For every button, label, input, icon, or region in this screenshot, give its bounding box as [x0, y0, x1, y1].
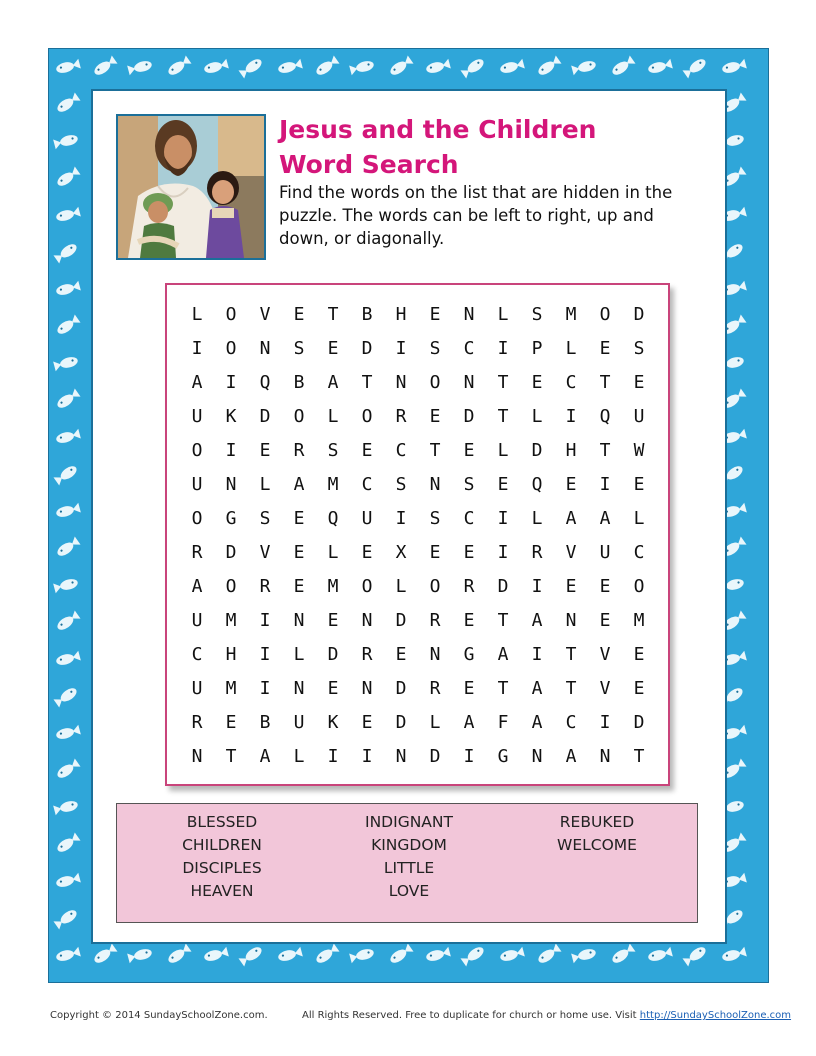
- grid-letter: L: [191, 304, 203, 325]
- grid-letter: E: [599, 610, 611, 631]
- grid-letter: N: [225, 474, 237, 495]
- grid-letter: D: [361, 338, 373, 359]
- grid-letter: A: [191, 372, 203, 393]
- grid-letter: U: [191, 406, 203, 427]
- grid-letter: I: [225, 372, 237, 393]
- fish-icon: [388, 55, 413, 77]
- grid-letter: L: [531, 508, 543, 529]
- page-title: [279, 112, 699, 182]
- grid-letter: E: [565, 474, 577, 495]
- grid-letter: U: [293, 712, 305, 733]
- grid-letter: A: [259, 746, 271, 767]
- grid-letter: H: [395, 304, 407, 325]
- grid-letter: I: [259, 610, 271, 631]
- grid-letter: T: [565, 678, 577, 699]
- fish-icon: [536, 943, 561, 965]
- fish-icon: [53, 242, 78, 264]
- grid-letter: D: [531, 440, 543, 461]
- grid-letter: E: [361, 440, 373, 461]
- fish-icon: [53, 464, 78, 486]
- grid-letter: R: [361, 644, 373, 665]
- grid-letter: C: [633, 542, 645, 563]
- grid-letter: V: [259, 304, 271, 325]
- grid-letter: E: [361, 712, 373, 733]
- word-list-item: HEAVEN: [190, 882, 254, 900]
- title-line-2: Word Search: [279, 150, 459, 179]
- grid-letter: B: [293, 372, 305, 393]
- grid-letter: D: [633, 712, 645, 733]
- fish-icon: [349, 947, 375, 963]
- word-list-item: REBUKED: [559, 813, 635, 831]
- grid-letter: O: [633, 576, 645, 597]
- grid-letter: M: [225, 610, 237, 631]
- grid-letter: L: [293, 644, 305, 665]
- fish-icon: [425, 59, 451, 75]
- fish-icon: [238, 945, 263, 967]
- grid-letter: U: [191, 678, 203, 699]
- grid-letter: E: [497, 474, 509, 495]
- grid-letter: U: [191, 610, 203, 631]
- grid-letter: I: [463, 746, 475, 767]
- grid-letter: E: [293, 508, 305, 529]
- grid-letter: S: [633, 338, 645, 359]
- fish-icon: [388, 943, 413, 965]
- grid-letter: E: [429, 304, 441, 325]
- grid-letter: N: [531, 746, 543, 767]
- grid-letter: L: [497, 304, 509, 325]
- grid-letter: M: [633, 610, 645, 631]
- grid-letter: E: [463, 542, 475, 563]
- grid-letter: O: [429, 372, 441, 393]
- fish-icon: [203, 59, 229, 75]
- word-list-item: LITTLE: [383, 859, 435, 877]
- grid-letter: D: [395, 610, 407, 631]
- fish-icon: [682, 57, 707, 79]
- grid-letter: C: [463, 338, 475, 359]
- grid-letter: R: [191, 712, 203, 733]
- word-list-item: BLESSED: [186, 813, 258, 831]
- grid-letter: E: [599, 576, 611, 597]
- grid-letter: I: [497, 508, 509, 529]
- grid-letter: T: [497, 678, 509, 699]
- grid-letter: B: [259, 712, 271, 733]
- grid-letter: O: [361, 576, 373, 597]
- fish-icon: [460, 945, 485, 967]
- grid-letter: U: [599, 542, 611, 563]
- grid-letter: I: [395, 338, 407, 359]
- grid-letter: O: [191, 508, 203, 529]
- grid-letter: S: [531, 304, 543, 325]
- instructions-text: Find the words on the list that are hidden in the puzzle. The words can be left to right, up and down, or diagonally.: [279, 183, 673, 248]
- grid-letter: G: [225, 508, 237, 529]
- fish-icon: [682, 945, 707, 967]
- grid-letter: I: [225, 440, 237, 461]
- fish-icon: [536, 55, 561, 77]
- grid-letter: I: [361, 746, 373, 767]
- fish-icon: [721, 59, 747, 75]
- grid-letter: E: [395, 644, 407, 665]
- grid-letter: R: [531, 542, 543, 563]
- grid-letter: T: [225, 746, 237, 767]
- grid-letter: T: [429, 440, 441, 461]
- grid-letter: L: [327, 406, 339, 427]
- grid-letter: E: [429, 406, 441, 427]
- word-search-grid: [180, 298, 656, 774]
- word-list-column-1: [122, 811, 322, 903]
- grid-letter: O: [225, 576, 237, 597]
- grid-letter: T: [633, 746, 645, 767]
- grid-letter: O: [429, 576, 441, 597]
- fish-icon: [53, 577, 79, 593]
- fish-icon: [499, 947, 525, 963]
- fish-icon: [55, 758, 80, 780]
- grid-letter: T: [599, 372, 611, 393]
- fish-icon: [238, 57, 263, 79]
- grid-letter: S: [463, 474, 475, 495]
- grid-letter: O: [599, 304, 611, 325]
- fish-icon: [127, 59, 153, 75]
- grid-letter: N: [293, 610, 305, 631]
- fish-icon: [166, 55, 191, 77]
- footer-copyright: Copyright © 2014 SundaySchoolZone.com.: [50, 1010, 268, 1021]
- grid-letter: T: [497, 406, 509, 427]
- grid-letter: E: [633, 372, 645, 393]
- fish-icon: [55, 388, 80, 410]
- fish-icon: [166, 943, 191, 965]
- grid-letter: N: [395, 746, 407, 767]
- fish-icon: [55, 725, 81, 741]
- grid-letter: L: [565, 338, 577, 359]
- fish-icon: [277, 59, 303, 75]
- fish-icon: [55, 503, 81, 519]
- fish-icon: [53, 355, 79, 371]
- grid-letter: E: [327, 610, 339, 631]
- fish-icon: [349, 59, 375, 75]
- grid-letter: D: [429, 746, 441, 767]
- fish-icon: [314, 55, 339, 77]
- grid-letter: M: [225, 678, 237, 699]
- grid-letter: S: [395, 474, 407, 495]
- grid-letter: E: [293, 304, 305, 325]
- grid-letter: M: [327, 474, 339, 495]
- fish-icon: [53, 686, 78, 708]
- grid-letter: N: [259, 338, 271, 359]
- fish-icon: [55, 59, 81, 75]
- grid-letter: M: [565, 304, 577, 325]
- word-list-column-2: [309, 811, 509, 903]
- fish-icon: [53, 799, 79, 815]
- grid-letter: X: [395, 542, 407, 563]
- word-list-item: LOVE: [388, 882, 430, 900]
- grid-letter: F: [497, 712, 509, 733]
- fish-icon: [55, 832, 80, 854]
- fish-icon: [571, 947, 597, 963]
- grid-letter: N: [361, 678, 373, 699]
- grid-letter: T: [497, 610, 509, 631]
- fish-icon: [55, 281, 81, 297]
- fish-icon: [425, 947, 451, 963]
- grid-letter: C: [565, 372, 577, 393]
- grid-letter: L: [395, 576, 407, 597]
- grid-letter: S: [293, 338, 305, 359]
- grid-letter: I: [259, 678, 271, 699]
- grid-letter: Q: [599, 406, 611, 427]
- grid-letter: A: [463, 712, 475, 733]
- grid-letter: U: [633, 406, 645, 427]
- fish-icon: [460, 57, 485, 79]
- fish-icon: [610, 943, 635, 965]
- grid-letter: E: [463, 678, 475, 699]
- grid-letter: E: [429, 542, 441, 563]
- grid-letter: R: [395, 406, 407, 427]
- grid-letter: E: [259, 440, 271, 461]
- grid-letter: H: [565, 440, 577, 461]
- grid-letter: E: [293, 542, 305, 563]
- grid-letter: D: [327, 644, 339, 665]
- fish-icon: [647, 59, 673, 75]
- grid-letter: N: [599, 746, 611, 767]
- grid-letter: W: [633, 440, 645, 461]
- grid-letter: E: [361, 542, 373, 563]
- grid-letter: T: [361, 372, 373, 393]
- word-list-item: INDIGNANT: [365, 813, 453, 831]
- footer-rights-text: All Rights Reserved. Free to duplicate for church or home use. Visit: [302, 1010, 637, 1021]
- grid-letter: P: [531, 338, 543, 359]
- grid-letter: N: [429, 644, 441, 665]
- grid-letter: E: [633, 474, 645, 495]
- grid-letter: C: [191, 644, 203, 665]
- grid-letter: O: [191, 440, 203, 461]
- grid-letter: A: [531, 712, 543, 733]
- grid-letter: O: [293, 406, 305, 427]
- grid-letter: D: [259, 406, 271, 427]
- footer-rights: [302, 1010, 791, 1021]
- grid-letter: N: [395, 372, 407, 393]
- grid-letter: L: [429, 712, 441, 733]
- grid-letter: A: [531, 678, 543, 699]
- jesus-with-children-illustration: [116, 114, 266, 260]
- grid-letter: N: [463, 372, 475, 393]
- grid-letter: E: [565, 576, 577, 597]
- grid-letter: E: [293, 576, 305, 597]
- grid-letter: E: [633, 678, 645, 699]
- grid-letter: A: [599, 508, 611, 529]
- word-list-item: DISCIPLES: [182, 859, 262, 877]
- grid-letter: I: [327, 746, 339, 767]
- grid-letter: E: [327, 678, 339, 699]
- grid-letter: Q: [531, 474, 543, 495]
- grid-letter: A: [565, 508, 577, 529]
- grid-letter: G: [497, 746, 509, 767]
- grid-letter: L: [531, 406, 543, 427]
- grid-letter: C: [361, 474, 373, 495]
- grid-letter: A: [293, 474, 305, 495]
- word-list-box: [116, 803, 698, 923]
- grid-letter: D: [395, 678, 407, 699]
- grid-letter: R: [429, 610, 441, 631]
- grid-letter: D: [395, 712, 407, 733]
- word-list-item: CHILDREN: [182, 836, 262, 854]
- fish-icon: [55, 873, 81, 889]
- grid-letter: A: [497, 644, 509, 665]
- grid-letter: I: [531, 644, 543, 665]
- grid-letter: A: [191, 576, 203, 597]
- grid-letter: D: [633, 304, 645, 325]
- fish-icon: [203, 947, 229, 963]
- grid-letter: N: [429, 474, 441, 495]
- grid-letter: I: [599, 474, 611, 495]
- fish-icon: [610, 55, 635, 77]
- word-list-column-3: [497, 811, 697, 857]
- grid-letter: C: [565, 712, 577, 733]
- fish-icon: [55, 314, 80, 336]
- grid-letter: V: [599, 644, 611, 665]
- grid-letter: G: [463, 644, 475, 665]
- grid-letter: O: [225, 338, 237, 359]
- fish-icon: [55, 166, 80, 188]
- grid-letter: E: [225, 712, 237, 733]
- fish-icon: [55, 536, 80, 558]
- title-line-1: Jesus and the Children: [279, 115, 597, 144]
- footer-link[interactable]: http://SundaySchoolZone.com: [639, 1010, 792, 1021]
- grid-letter: Q: [327, 508, 339, 529]
- grid-letter: D: [497, 576, 509, 597]
- grid-letter: S: [259, 508, 271, 529]
- grid-letter: O: [361, 406, 373, 427]
- fish-icon: [53, 133, 79, 149]
- fish-icon: [92, 943, 117, 965]
- word-list-item: KINGDOM: [371, 836, 447, 854]
- grid-letter: C: [395, 440, 407, 461]
- grid-letter: E: [327, 338, 339, 359]
- grid-letter: L: [327, 542, 339, 563]
- grid-letter: I: [395, 508, 407, 529]
- grid-letter: A: [327, 372, 339, 393]
- fish-icon: [55, 947, 81, 963]
- grid-letter: A: [565, 746, 577, 767]
- fish-icon: [721, 947, 747, 963]
- grid-letter: D: [463, 406, 475, 427]
- fish-icon: [92, 55, 117, 77]
- grid-letter: O: [225, 304, 237, 325]
- grid-letter: N: [293, 678, 305, 699]
- grid-letter: R: [463, 576, 475, 597]
- grid-letter: L: [259, 474, 271, 495]
- fish-icon: [55, 651, 81, 667]
- grid-letter: E: [531, 372, 543, 393]
- grid-letter: S: [327, 440, 339, 461]
- grid-letter: L: [497, 440, 509, 461]
- grid-letter: V: [259, 542, 271, 563]
- fish-icon: [55, 207, 81, 223]
- grid-letter: N: [463, 304, 475, 325]
- grid-letter: I: [565, 406, 577, 427]
- grid-letter: T: [497, 372, 509, 393]
- grid-letter: S: [429, 338, 441, 359]
- grid-letter: H: [225, 644, 237, 665]
- grid-letter: I: [497, 338, 509, 359]
- fish-icon: [127, 947, 153, 963]
- fish-icon: [647, 947, 673, 963]
- grid-letter: R: [191, 542, 203, 563]
- grid-letter: I: [259, 644, 271, 665]
- grid-letter: I: [599, 712, 611, 733]
- grid-letter: L: [633, 508, 645, 529]
- grid-letter: L: [293, 746, 305, 767]
- grid-letter: E: [463, 610, 475, 631]
- fish-icon: [55, 92, 80, 114]
- grid-letter: N: [191, 746, 203, 767]
- grid-letter: Q: [259, 372, 271, 393]
- grid-letter: T: [327, 304, 339, 325]
- fish-icon: [55, 610, 80, 632]
- grid-letter: V: [599, 678, 611, 699]
- grid-letter: I: [497, 542, 509, 563]
- grid-letter: R: [429, 678, 441, 699]
- grid-letter: C: [463, 508, 475, 529]
- grid-letter: S: [429, 508, 441, 529]
- fish-icon: [277, 947, 303, 963]
- grid-letter: U: [361, 508, 373, 529]
- word-list-item: WELCOME: [557, 836, 637, 854]
- grid-letter: A: [531, 610, 543, 631]
- grid-letter: I: [531, 576, 543, 597]
- grid-letter: M: [327, 576, 339, 597]
- grid-letter: R: [293, 440, 305, 461]
- fish-icon: [571, 59, 597, 75]
- grid-letter: K: [327, 712, 339, 733]
- grid-letter: T: [565, 644, 577, 665]
- grid-letter: E: [633, 644, 645, 665]
- grid-letter: E: [599, 338, 611, 359]
- grid-letter: R: [259, 576, 271, 597]
- fish-icon: [53, 908, 78, 930]
- grid-letter: B: [361, 304, 373, 325]
- grid-letter: N: [361, 610, 373, 631]
- grid-letter: N: [565, 610, 577, 631]
- fish-icon: [499, 59, 525, 75]
- grid-letter: V: [565, 542, 577, 563]
- fish-icon: [55, 429, 81, 445]
- fish-icon: [314, 943, 339, 965]
- grid-letter: D: [225, 542, 237, 563]
- grid-letter: I: [191, 338, 203, 359]
- grid-letter: E: [463, 440, 475, 461]
- grid-letter: K: [225, 406, 237, 427]
- grid-letter: T: [599, 440, 611, 461]
- grid-letter: U: [191, 474, 203, 495]
